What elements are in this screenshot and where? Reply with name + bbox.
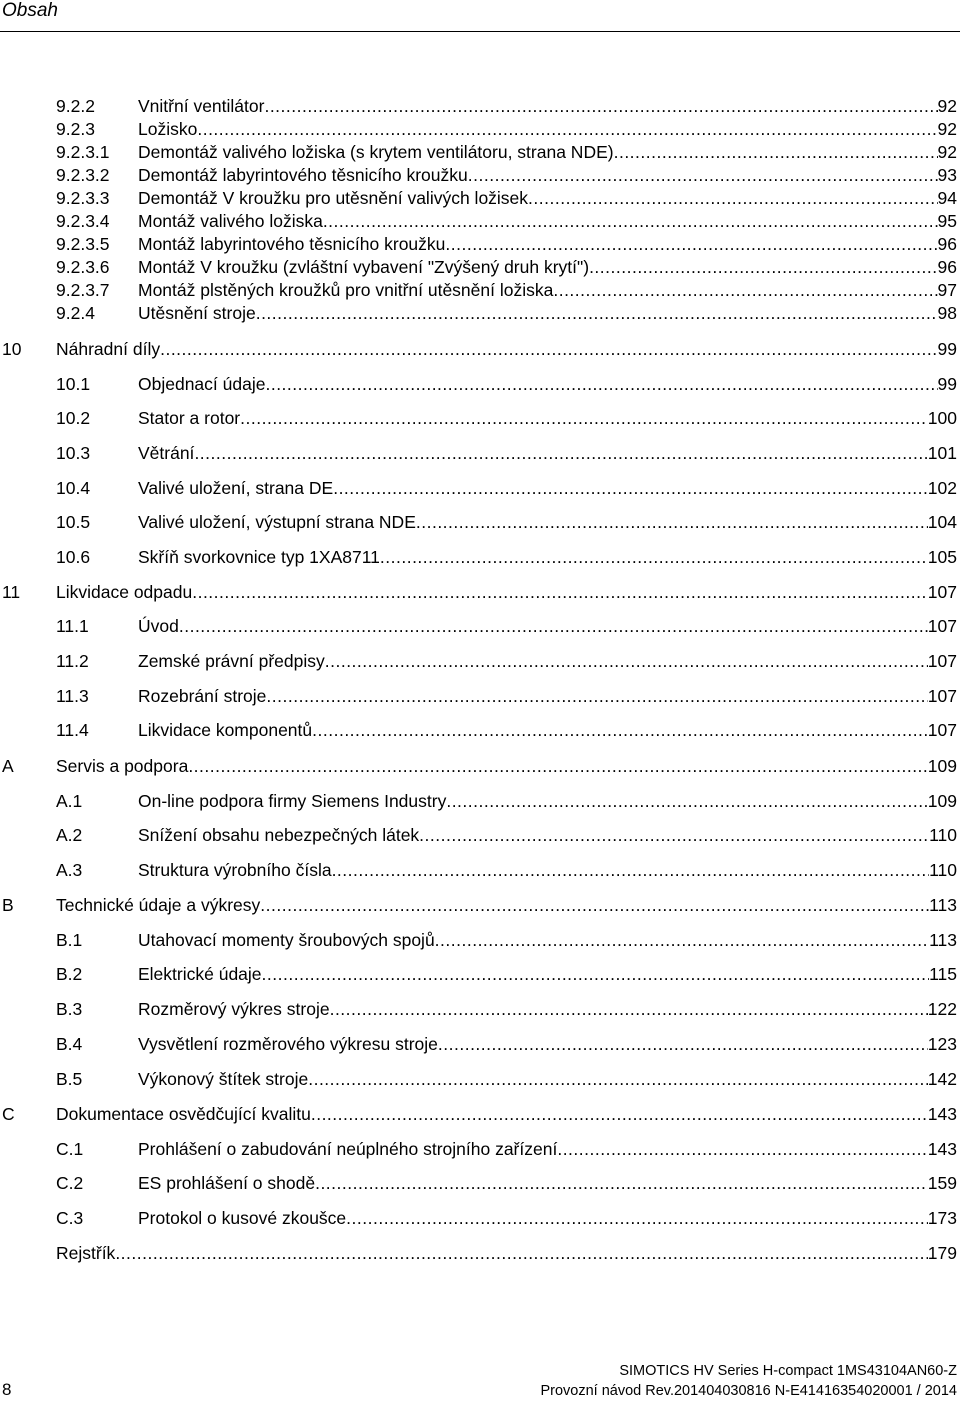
toc-entry[interactable] [0,962,960,986]
page-header-title: Obsah [2,0,58,21]
toc-entry[interactable] [0,209,960,233]
toc-entry-page: 104 [927,512,957,532]
toc-entry-page: 122 [927,999,957,1019]
toc-entry-page: 100 [927,408,957,428]
toc-entry-title: Protokol o kusové zkoušce [138,1208,347,1228]
toc-entry-number: A.1 [56,791,83,811]
toc-entry-title: Větrání [138,443,195,463]
toc-entry-title: Prohlášení o zabudování neúplného strojního zařízení [138,1139,558,1159]
toc-entry-number: 9.2.3.1 [56,142,110,162]
toc-leader-dots [194,441,927,465]
toc-entry[interactable] [0,163,960,187]
toc-entry-number: 10.3 [56,443,91,463]
toc-leader-dots [197,117,937,141]
toc-entry-number: A.2 [56,825,83,845]
toc-leader-dots [192,580,928,604]
toc-leader-dots [419,823,929,847]
toc-leader-dots [323,209,938,233]
toc-entry-title: Montáž plstěných kroužků pro vnitřní utěsnění ložiska [138,280,554,300]
toc-entry[interactable] [0,1171,960,1195]
toc-entry-page: 92 [937,142,957,162]
toc-entry[interactable] [0,858,960,882]
toc-entry-title: Skříň svorkovnice typ 1XA8711 [138,547,380,567]
toc-entry-number: 10.4 [56,478,91,498]
toc-entry-page: 107 [927,616,957,636]
toc-entry[interactable] [0,1102,960,1126]
toc-entry-title: Náhradní díly [56,339,161,359]
toc-entry-page: 94 [937,188,957,208]
toc-entry-title: Montáž valivého ložiska [138,211,323,231]
toc-entry-page: 96 [937,234,957,254]
toc-entry-page: 95 [937,211,957,231]
toc-leader-dots [589,255,937,279]
header-divider [0,31,960,32]
toc-entry-title: Servis a podpora [56,756,189,776]
toc-entry-number: 10.5 [56,512,91,532]
toc-entry-page: 107 [927,582,957,602]
toc-entry[interactable] [0,510,960,534]
toc-entry-page: 110 [929,860,957,880]
toc-entry-page: 109 [927,756,957,776]
toc-entry-number: C.1 [56,1139,84,1159]
toc-leader-dots [266,684,927,708]
toc-leader-dots [330,997,928,1021]
toc-entry[interactable] [0,255,960,279]
toc-entry-title: Demontáž labyrintového těsnicího kroužku [138,165,468,185]
toc-leader-dots [333,476,928,500]
toc-entry-number: 11 [2,582,21,602]
toc-leader-dots [312,718,928,742]
toc-entry-number: C.3 [56,1208,84,1228]
toc-leader-dots [262,962,930,986]
toc-leader-dots [553,278,937,302]
toc-entry-page: 105 [927,547,957,567]
toc-entry[interactable] [0,1137,960,1161]
toc-leader-dots [346,1206,928,1230]
toc-leader-dots [315,1171,928,1195]
toc-entry-page: 99 [937,339,957,359]
toc-entry-page: 102 [927,478,957,498]
toc-entry-page: 93 [937,165,957,185]
toc-entry-title: ES prohlášení o shodě [138,1173,316,1193]
toc-leader-dots [614,140,938,164]
toc-entry[interactable] [0,337,960,361]
toc-entry-page: 179 [927,1243,957,1263]
toc-entry-page: 99 [937,374,957,394]
toc-leader-dots [188,754,927,778]
toc-leader-dots [265,372,937,396]
toc-entry[interactable] [0,928,960,952]
toc-entry-page: 143 [927,1104,957,1124]
toc-entry-page: 98 [937,303,957,323]
toc-entry-number: 9.2.3.2 [56,165,110,185]
toc-entry-page: 107 [927,720,957,740]
toc-entry-title: Objednací údaje [138,374,266,394]
toc-entry-title: Rejstřík [56,1243,116,1263]
toc-entry-number: 11.2 [56,651,89,671]
toc-entry-title: Rozměrový výkres stroje [138,999,330,1019]
toc-entry-title: Valivé uložení, výstupní strana NDE [138,512,416,532]
toc-entry-number: 11.3 [56,686,89,706]
toc-entry-page: 109 [927,791,957,811]
toc-entry-title: Utahovací momenty šroubových spojů [138,930,435,950]
toc-entry-title: Valivé uložení, strana DE [138,478,334,498]
toc-entry-number: B.1 [56,930,83,950]
toc-leader-dots [264,94,937,118]
toc-entry-page: 92 [937,119,957,139]
toc-entry-number: 11.4 [56,720,89,740]
toc-entry-number: 9.2.3.7 [56,280,110,300]
toc-entry[interactable] [0,94,960,118]
toc-entry-title: Snížení obsahu nebezpečných látek [138,825,420,845]
toc-leader-dots [308,1067,928,1091]
toc-entry[interactable] [0,140,960,164]
toc-entry[interactable] [0,649,960,673]
toc-entry[interactable] [0,545,960,569]
toc-entry-page: 101 [927,443,957,463]
toc-entry[interactable] [0,1032,960,1056]
toc-entry-number: 10.1 [56,374,91,394]
toc-entry-number: C.2 [56,1173,84,1193]
toc-entry-title: Likvidace odpadu [56,582,193,602]
toc-entry[interactable] [0,406,960,430]
toc-entry-title: Vysvětlení rozměrového výkresu stroje [138,1034,438,1054]
toc-entry-page: 113 [929,930,957,950]
toc-leader-dots [311,1102,928,1126]
toc-entry-title: Stator a rotor [138,408,241,428]
toc-entry-page: 92 [937,96,957,116]
toc-entry-page: 159 [927,1173,957,1193]
toc-entry[interactable] [0,1241,960,1265]
toc-leader-dots [468,163,938,187]
toc-entry[interactable] [0,823,960,847]
toc-entry[interactable] [0,614,960,638]
footer-page-number: 8 [2,1380,12,1399]
toc-entry-page: 110 [929,825,957,845]
toc-entry-title: On-line podpora firmy Siemens Industry [138,791,447,811]
toc-entry-title: Demontáž valivého ložiska (s krytem ventilátoru, strana NDE) [138,142,614,162]
toc-entry-title: Úvod [138,616,179,636]
toc-entry-number: 9.2.3.4 [56,211,110,231]
toc-entry-title: Ložisko [138,119,198,139]
toc-entry[interactable] [0,441,960,465]
toc-entry[interactable] [0,754,960,778]
toc-entry-page: 123 [927,1034,957,1054]
toc-entry-number: B.3 [56,999,83,1019]
toc-entry-page: 115 [929,964,957,984]
toc-entry-title: Vnitřní ventilátor [138,96,265,116]
toc-entry-number: B.2 [56,964,83,984]
toc-entry[interactable] [0,372,960,396]
toc-entry-number: 11.1 [56,616,89,636]
toc-entry-number: B.5 [56,1069,83,1089]
toc-entry-number: 9.2.3.5 [56,234,110,254]
toc-entry[interactable] [0,117,960,141]
toc-entry-page: 107 [927,686,957,706]
toc-entry-title: Likvidace komponentů [138,720,313,740]
toc-entry-number: 9.2.4 [56,303,95,323]
footer-product-name: SIMOTICS HV Series H-compact 1MS43104AN60-Z [619,1363,957,1379]
toc-entry-page: 173 [927,1208,957,1228]
toc-entry-title: Rozebrání stroje [138,686,267,706]
toc-entry-page: 107 [927,651,957,671]
toc-leader-dots [557,1137,927,1161]
toc-entry-title: Montáž labyrintového těsnicího kroužku [138,234,446,254]
toc-entry-title: Demontáž V kroužku pro utěsnění valivých ložisek [138,188,529,208]
toc-entry[interactable] [0,997,960,1021]
toc-entry-title: Technické údaje a výkresy [56,895,261,915]
toc-entry-number: A [2,756,14,776]
toc-entry-page: 113 [929,895,957,915]
toc-leader-dots [260,893,929,917]
toc-leader-dots [446,789,927,813]
toc-entry-title: Montáž V kroužku (zvláštní vybavení "Zvýšený druh krytí") [138,257,590,277]
toc-leader-dots [416,510,928,534]
toc-entry[interactable] [0,893,960,917]
toc-entry-number: 10.6 [56,547,91,567]
toc-entry-page: 97 [937,280,957,300]
toc-entry-number: B.4 [56,1034,83,1054]
toc-leader-dots [380,545,928,569]
toc-leader-dots [160,337,937,361]
toc-entry[interactable] [0,684,960,708]
toc-entry-title: Výkonový štítek stroje [138,1069,309,1089]
toc-leader-dots [179,614,928,638]
toc-entry-title: Dokumentace osvědčující kvalitu [56,1104,311,1124]
toc-leader-dots [240,406,928,430]
toc-entry[interactable] [0,476,960,500]
footer-document-info: Provozní návod Rev.201404030816 N-E41416354020001 / 2014 [540,1383,957,1399]
toc-entry-number: 9.2.3.3 [56,188,110,208]
toc-entry-number: 9.2.2 [56,96,95,116]
toc-entry[interactable] [0,1206,960,1230]
toc-entry-page: 143 [927,1139,957,1159]
toc-entry-number: 10.2 [56,408,91,428]
toc-leader-dots [256,301,938,325]
toc-entry-title: Zemské právní předpisy [138,651,325,671]
toc-entry-title: Utěsnění stroje [138,303,256,323]
toc-leader-dots [445,232,937,256]
toc-entry[interactable] [0,186,960,210]
toc-entry-number: 10 [2,339,22,359]
toc-leader-dots [528,186,937,210]
toc-entry[interactable] [0,789,960,813]
toc-entry-title: Struktura výrobního čísla [138,860,332,880]
toc-entry[interactable] [0,1067,960,1091]
toc-leader-dots [325,649,928,673]
toc-leader-dots [438,1032,928,1056]
toc-entry-page: 96 [937,257,957,277]
toc-entry[interactable] [0,718,960,742]
toc-leader-dots [332,858,930,882]
toc-entry[interactable] [0,232,960,256]
toc-entry[interactable] [0,278,960,302]
toc-leader-dots [115,1241,927,1265]
toc-leader-dots [435,928,929,952]
toc-entry-number: A.3 [56,860,83,880]
toc-entry-number: 9.2.3 [56,119,95,139]
toc-entry[interactable] [0,301,960,325]
toc-entry-page: 142 [927,1069,957,1089]
toc-entry-number: B [2,895,14,915]
toc-entry-number: 9.2.3.6 [56,257,110,277]
toc-entry-title: Elektrické údaje [138,964,262,984]
toc-entry-number: C [2,1104,15,1124]
toc-entry[interactable] [0,580,960,604]
